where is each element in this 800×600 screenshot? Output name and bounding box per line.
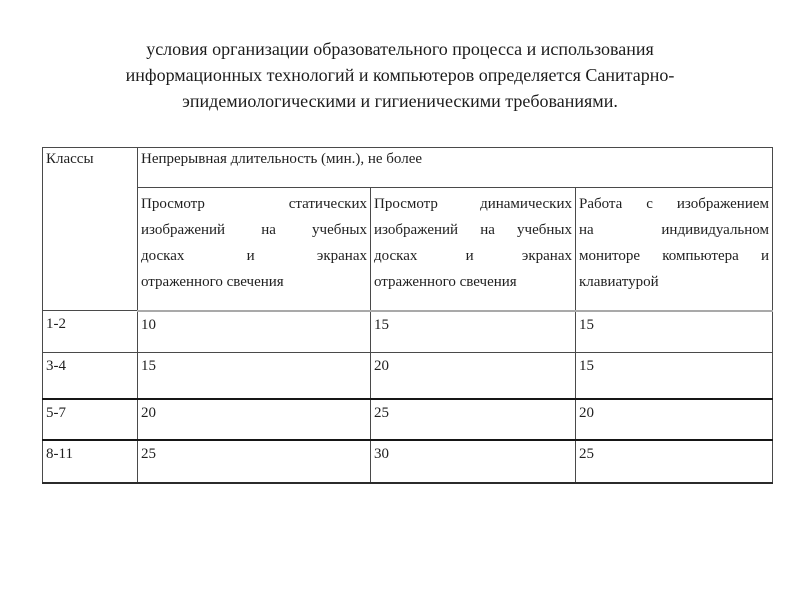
duration-value: 15 xyxy=(576,311,773,353)
subheader-line: клавиатурой xyxy=(579,274,659,290)
duration-table xyxy=(42,147,773,484)
subheader-line: Просмотр динамических xyxy=(374,196,572,212)
duration-value: 10 xyxy=(138,311,371,353)
table-row xyxy=(43,311,773,353)
row-classes-label: 8-11 xyxy=(43,440,138,483)
duration-value: 15 xyxy=(371,311,576,353)
row-classes-label: 3-4 xyxy=(43,353,138,399)
duration-value: 15 xyxy=(576,353,773,399)
subheader-line: на индивидуальном xyxy=(579,222,770,238)
subheader-line: досках и экранах xyxy=(141,248,367,264)
subheader-line: досках и экранах xyxy=(374,248,572,264)
duration-value: 20 xyxy=(138,399,371,440)
subheader-line: отраженного свечения xyxy=(141,274,284,290)
duration-value: 20 xyxy=(576,399,773,440)
subheader-line: изображений на учебных xyxy=(374,222,572,238)
subheader-static-images-cell xyxy=(138,188,371,311)
duration-value: 25 xyxy=(576,440,773,483)
subheader-dynamic-images-cell xyxy=(371,188,576,311)
subheader-line: Работа с изображением xyxy=(579,196,770,212)
slide-title: условия организации образовательного процесса и использования информационных технологий и компьютеров определяется Санитарно-эпидемиологическими и гигиеническими требованиями. xyxy=(125,39,675,111)
subheader-line: мониторе компьютера и xyxy=(579,248,770,264)
table-row xyxy=(43,353,773,399)
group-header-cell: Непрерывная длительность (мин.), не более xyxy=(138,148,773,188)
subheader-line: Просмотр статических xyxy=(141,196,367,212)
table-subheader-row xyxy=(43,188,773,311)
table-row xyxy=(43,440,773,483)
row-classes-label: 1-2 xyxy=(43,311,138,353)
duration-value: 20 xyxy=(371,353,576,399)
row-classes-label: 5-7 xyxy=(43,399,138,440)
subheader-line: отраженного свечения xyxy=(374,274,517,290)
duration-value: 15 xyxy=(138,353,371,399)
duration-value: 25 xyxy=(138,440,371,483)
subheader-monitor-work-cell xyxy=(576,188,773,311)
duration-value: 30 xyxy=(371,440,576,483)
duration-value: 25 xyxy=(371,399,576,440)
subheader-line: изображений на учебных xyxy=(141,222,367,238)
table-row xyxy=(43,399,773,440)
classes-header-cell: Классы xyxy=(43,148,138,311)
table-header-row xyxy=(43,148,773,188)
